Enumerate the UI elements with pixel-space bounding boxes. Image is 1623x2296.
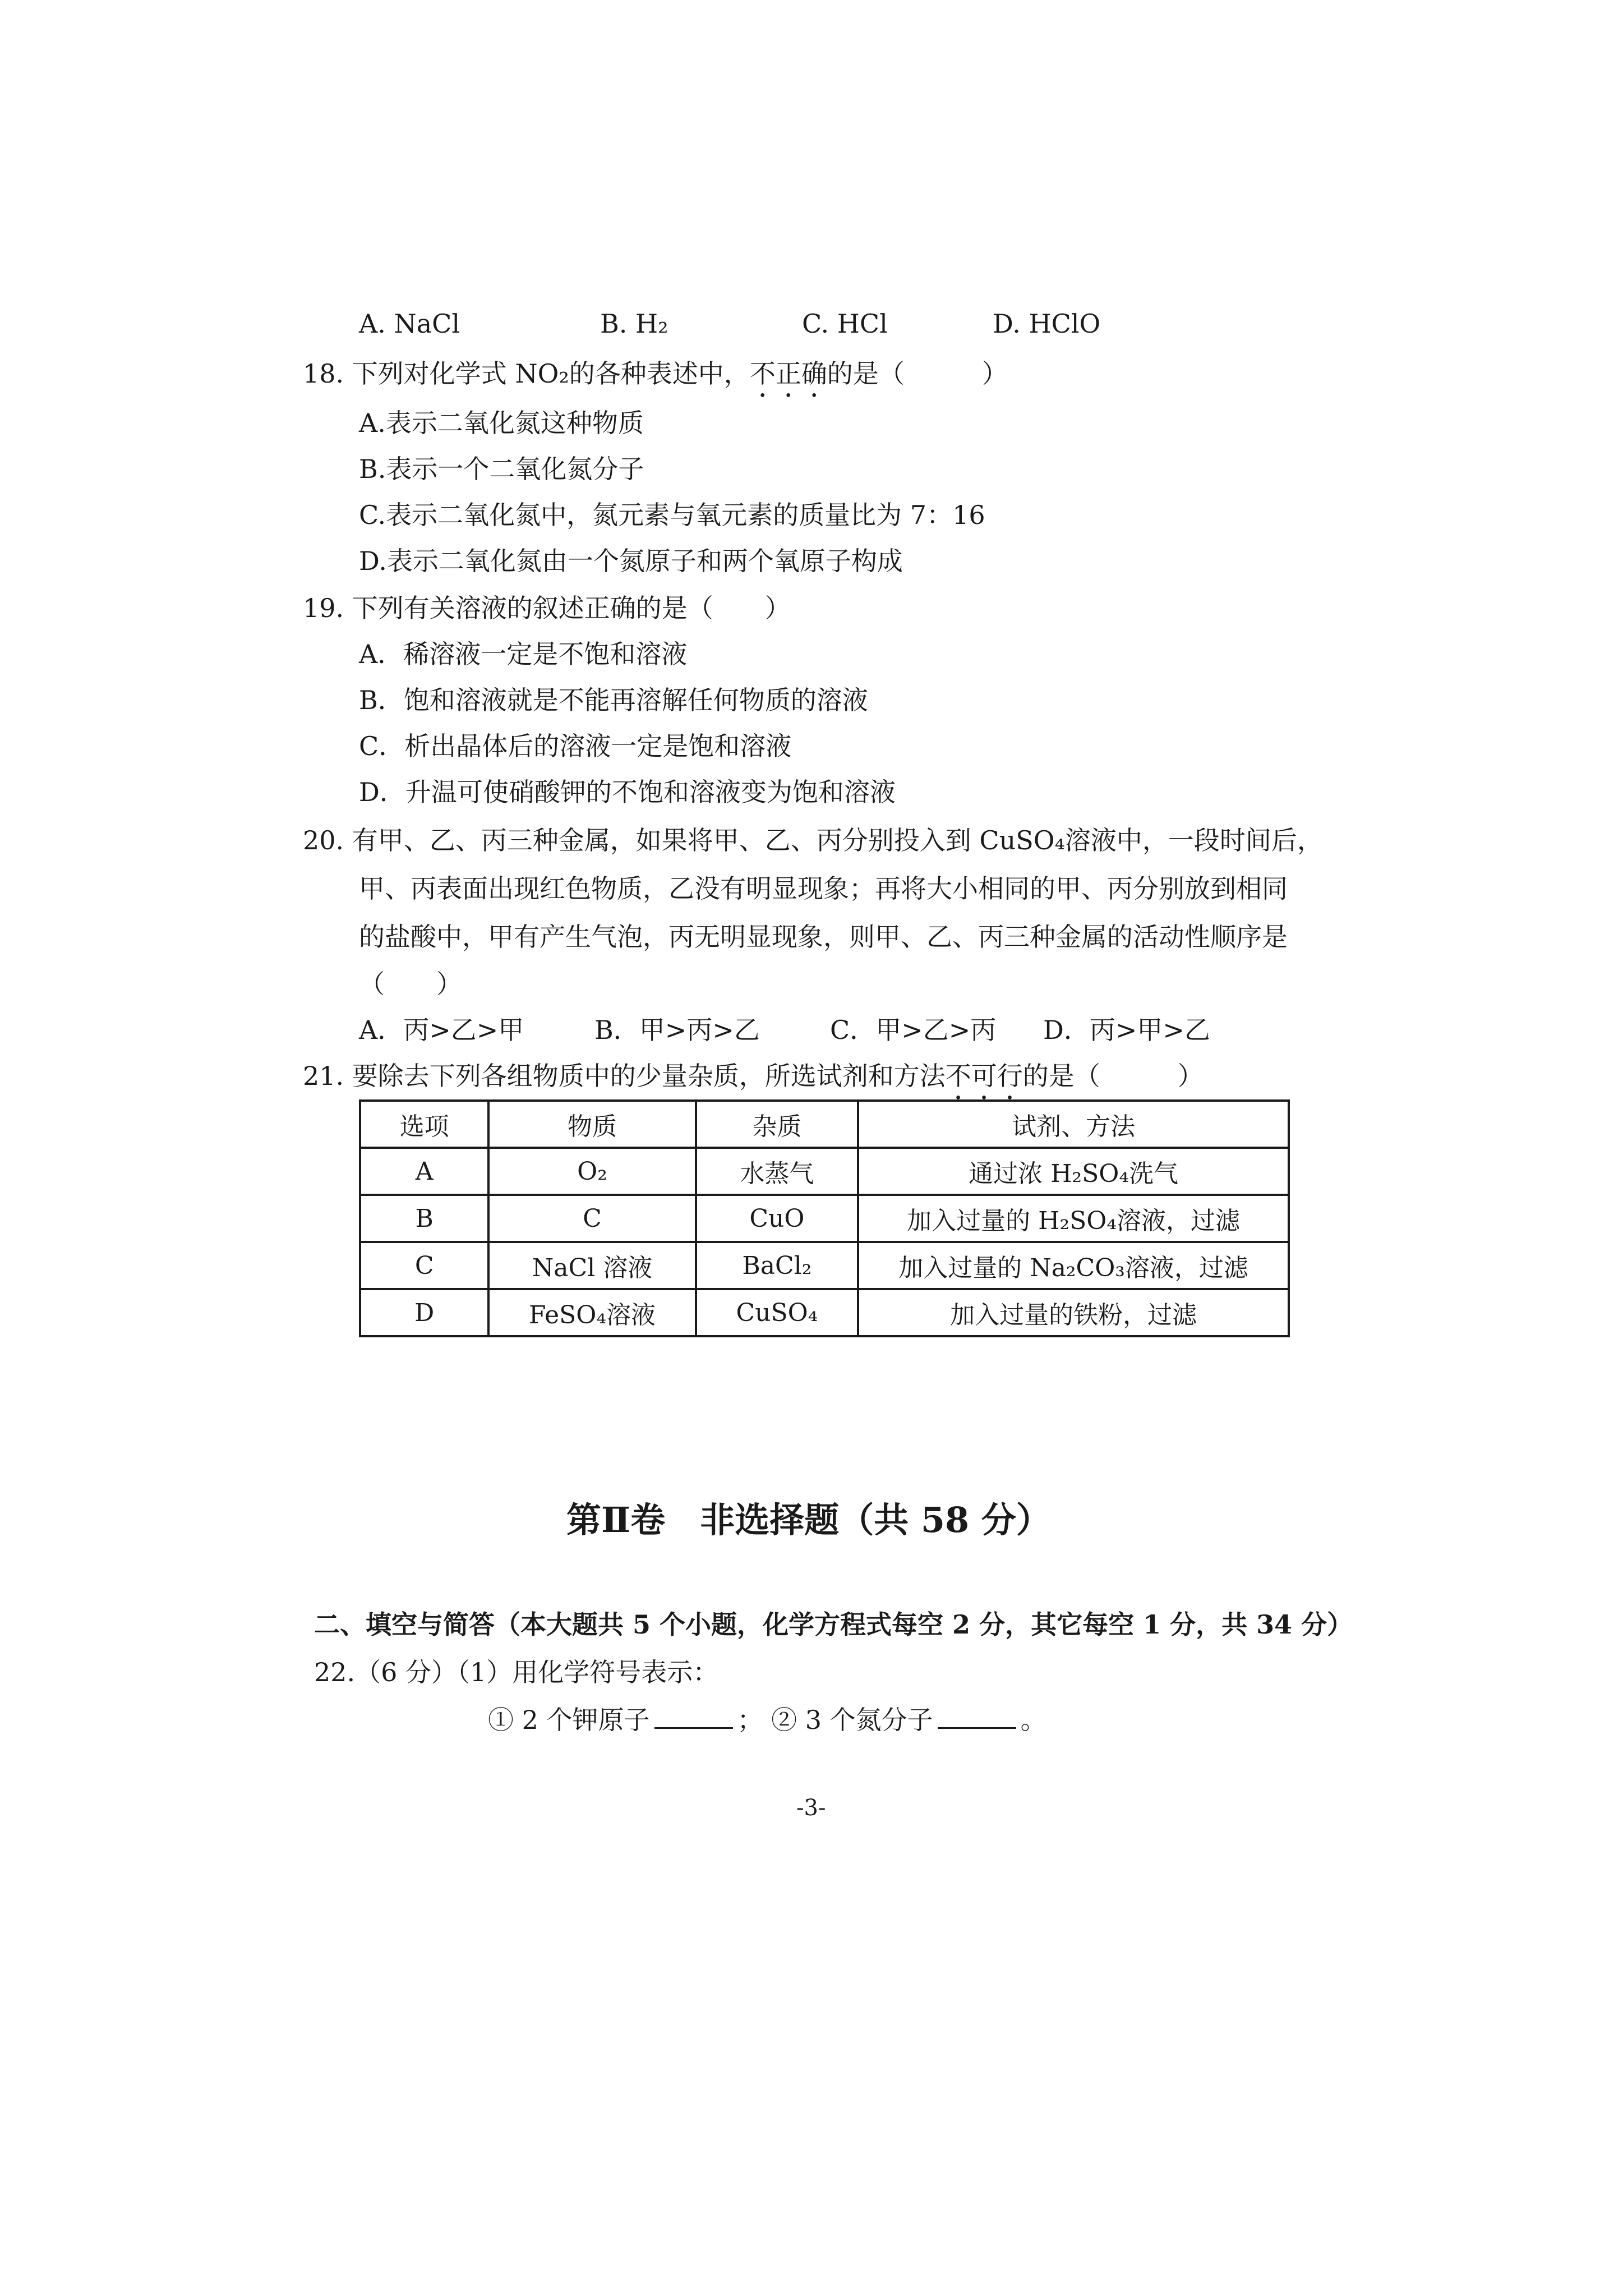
part-2-title: 第Ⅱ卷 非选择题（共 58 分） [566, 1499, 1051, 1540]
page-number: -3- [796, 1795, 826, 1821]
q18-number: 18. [303, 358, 344, 389]
q17-option-d: D. HClO [993, 309, 1101, 339]
table-cell: B [360, 1195, 488, 1242]
section-2-heading: 二、填空与简答（本大题共 5 个小题，化学方程式每空 2 分，其它每空 1 分，共 34 分） [314, 1609, 1353, 1640]
q19-option-a: A．稀溶液一定是不饱和溶液 [359, 639, 688, 669]
q19-stem-text: 下列有关溶液的叙述正确的是（ ） [352, 593, 791, 623]
q18-stem-b: 的是（ ） [827, 358, 1008, 389]
q18-stem [303, 353, 1008, 403]
table-cell: C [488, 1195, 695, 1242]
q18-stem-emphasis: 不正确 [749, 358, 827, 389]
impurity-table [359, 1099, 1290, 1337]
table-header-row [360, 1101, 1289, 1148]
table-header-cell: 试剂、方法 [858, 1101, 1289, 1148]
table-cell: FeSO₄溶液 [488, 1289, 695, 1336]
q21-stem-b: 的是（ ） [1022, 1061, 1204, 1091]
q22-separator: ； [737, 1705, 763, 1735]
q19-option-d: D．升温可使硝酸钾的不饱和溶液变为饱和溶液 [359, 777, 896, 807]
q20-text-1: 有甲、乙、丙三种金属，如果将甲、乙、丙分别投入到 CuSO₄溶液中，一段时间后， [352, 825, 1323, 855]
q22-item-2: ② 3 个氮分子 [771, 1705, 933, 1735]
table-cell: A [360, 1148, 488, 1195]
q17-option-c: C. HCl [802, 309, 888, 339]
table-row [360, 1289, 1289, 1336]
q20-line-1 [303, 820, 1323, 857]
q20-option-b: B．甲>丙>乙 [594, 1015, 760, 1045]
q20-line-4: （ ） [359, 969, 462, 999]
table-row [360, 1148, 1289, 1195]
q20-line-3: 的盐酸中，甲有产生气泡，丙无明显现象，则甲、乙、丙三种金属的活动性顺序是 [359, 922, 1288, 952]
table-header-cell: 物质 [488, 1101, 695, 1148]
q22-item-1: ① 2 个钾原子 [488, 1705, 650, 1735]
q22-stem: 22.（6 分）（1）用化学符号表示： [314, 1657, 719, 1687]
q17-option-a: A. NaCl [359, 309, 460, 339]
table-cell: CuO [696, 1195, 859, 1242]
q22-end: 。 [1020, 1705, 1046, 1735]
q21-stem [303, 1056, 1204, 1106]
q19-option-b: B．饱和溶液就是不能再溶解任何物质的溶液 [359, 685, 868, 715]
table-cell: 水蒸气 [696, 1148, 859, 1195]
q19-number: 19. [303, 593, 344, 623]
table-cell: D [360, 1289, 488, 1336]
table-cell: 加入过量的铁粉，过滤 [858, 1289, 1289, 1336]
q21-stem-emphasis: 不可行 [945, 1061, 1023, 1091]
q21-number: 21. [303, 1061, 344, 1091]
q20-option-d: D．丙>甲>乙 [1043, 1015, 1210, 1045]
q18-option-c: C.表示二氧化氮中，氮元素与氧元素的质量比为 7：16 [359, 500, 985, 530]
table-cell: 加入过量的 Na₂CO₃溶液，过滤 [858, 1242, 1289, 1289]
table-row [360, 1242, 1289, 1289]
q17-option-b: B. H₂ [600, 309, 668, 339]
q19-stem [303, 588, 791, 625]
q20-option-a: A．丙>乙>甲 [359, 1015, 524, 1045]
table-cell: BaCl₂ [696, 1242, 859, 1289]
q19-option-c: C．析出晶体后的溶液一定是饱和溶液 [359, 731, 792, 761]
table-row [360, 1195, 1289, 1242]
table-cell: 加入过量的 H₂SO₄溶液，过滤 [858, 1195, 1289, 1242]
q18-stem-a: 下列对化学式 NO₂的各种表述中， [352, 358, 750, 389]
answer-blank[interactable] [938, 1707, 1016, 1729]
table-cell: C [360, 1242, 488, 1289]
q22-subitems [488, 1700, 1046, 1737]
q21-stem-a: 要除去下列各组物质中的少量杂质，所选试剂和方法 [352, 1061, 946, 1091]
q20-number: 20. [303, 825, 344, 855]
table-header-cell: 选项 [360, 1101, 488, 1148]
table-cell: 通过浓 H₂SO₄洗气 [858, 1148, 1289, 1195]
answer-blank[interactable] [654, 1707, 733, 1729]
q18-option-b: B.表示一个二氧化氮分子 [359, 454, 644, 484]
table-cell: O₂ [488, 1148, 695, 1195]
q20-line-2: 甲、丙表面出现红色物质，乙没有明显现象；再将大小相同的甲、丙分别放到相同 [359, 873, 1288, 904]
table-header-cell: 杂质 [696, 1101, 859, 1148]
q18-option-d: D.表示二氧化氮由一个氮原子和两个氧原子构成 [359, 546, 903, 576]
table-cell: CuSO₄ [696, 1289, 859, 1336]
q20-option-c: C．甲>乙>丙 [830, 1015, 997, 1045]
q18-option-a: A.表示二氧化氮这种物质 [359, 408, 644, 438]
table-cell: NaCl 溶液 [488, 1242, 695, 1289]
